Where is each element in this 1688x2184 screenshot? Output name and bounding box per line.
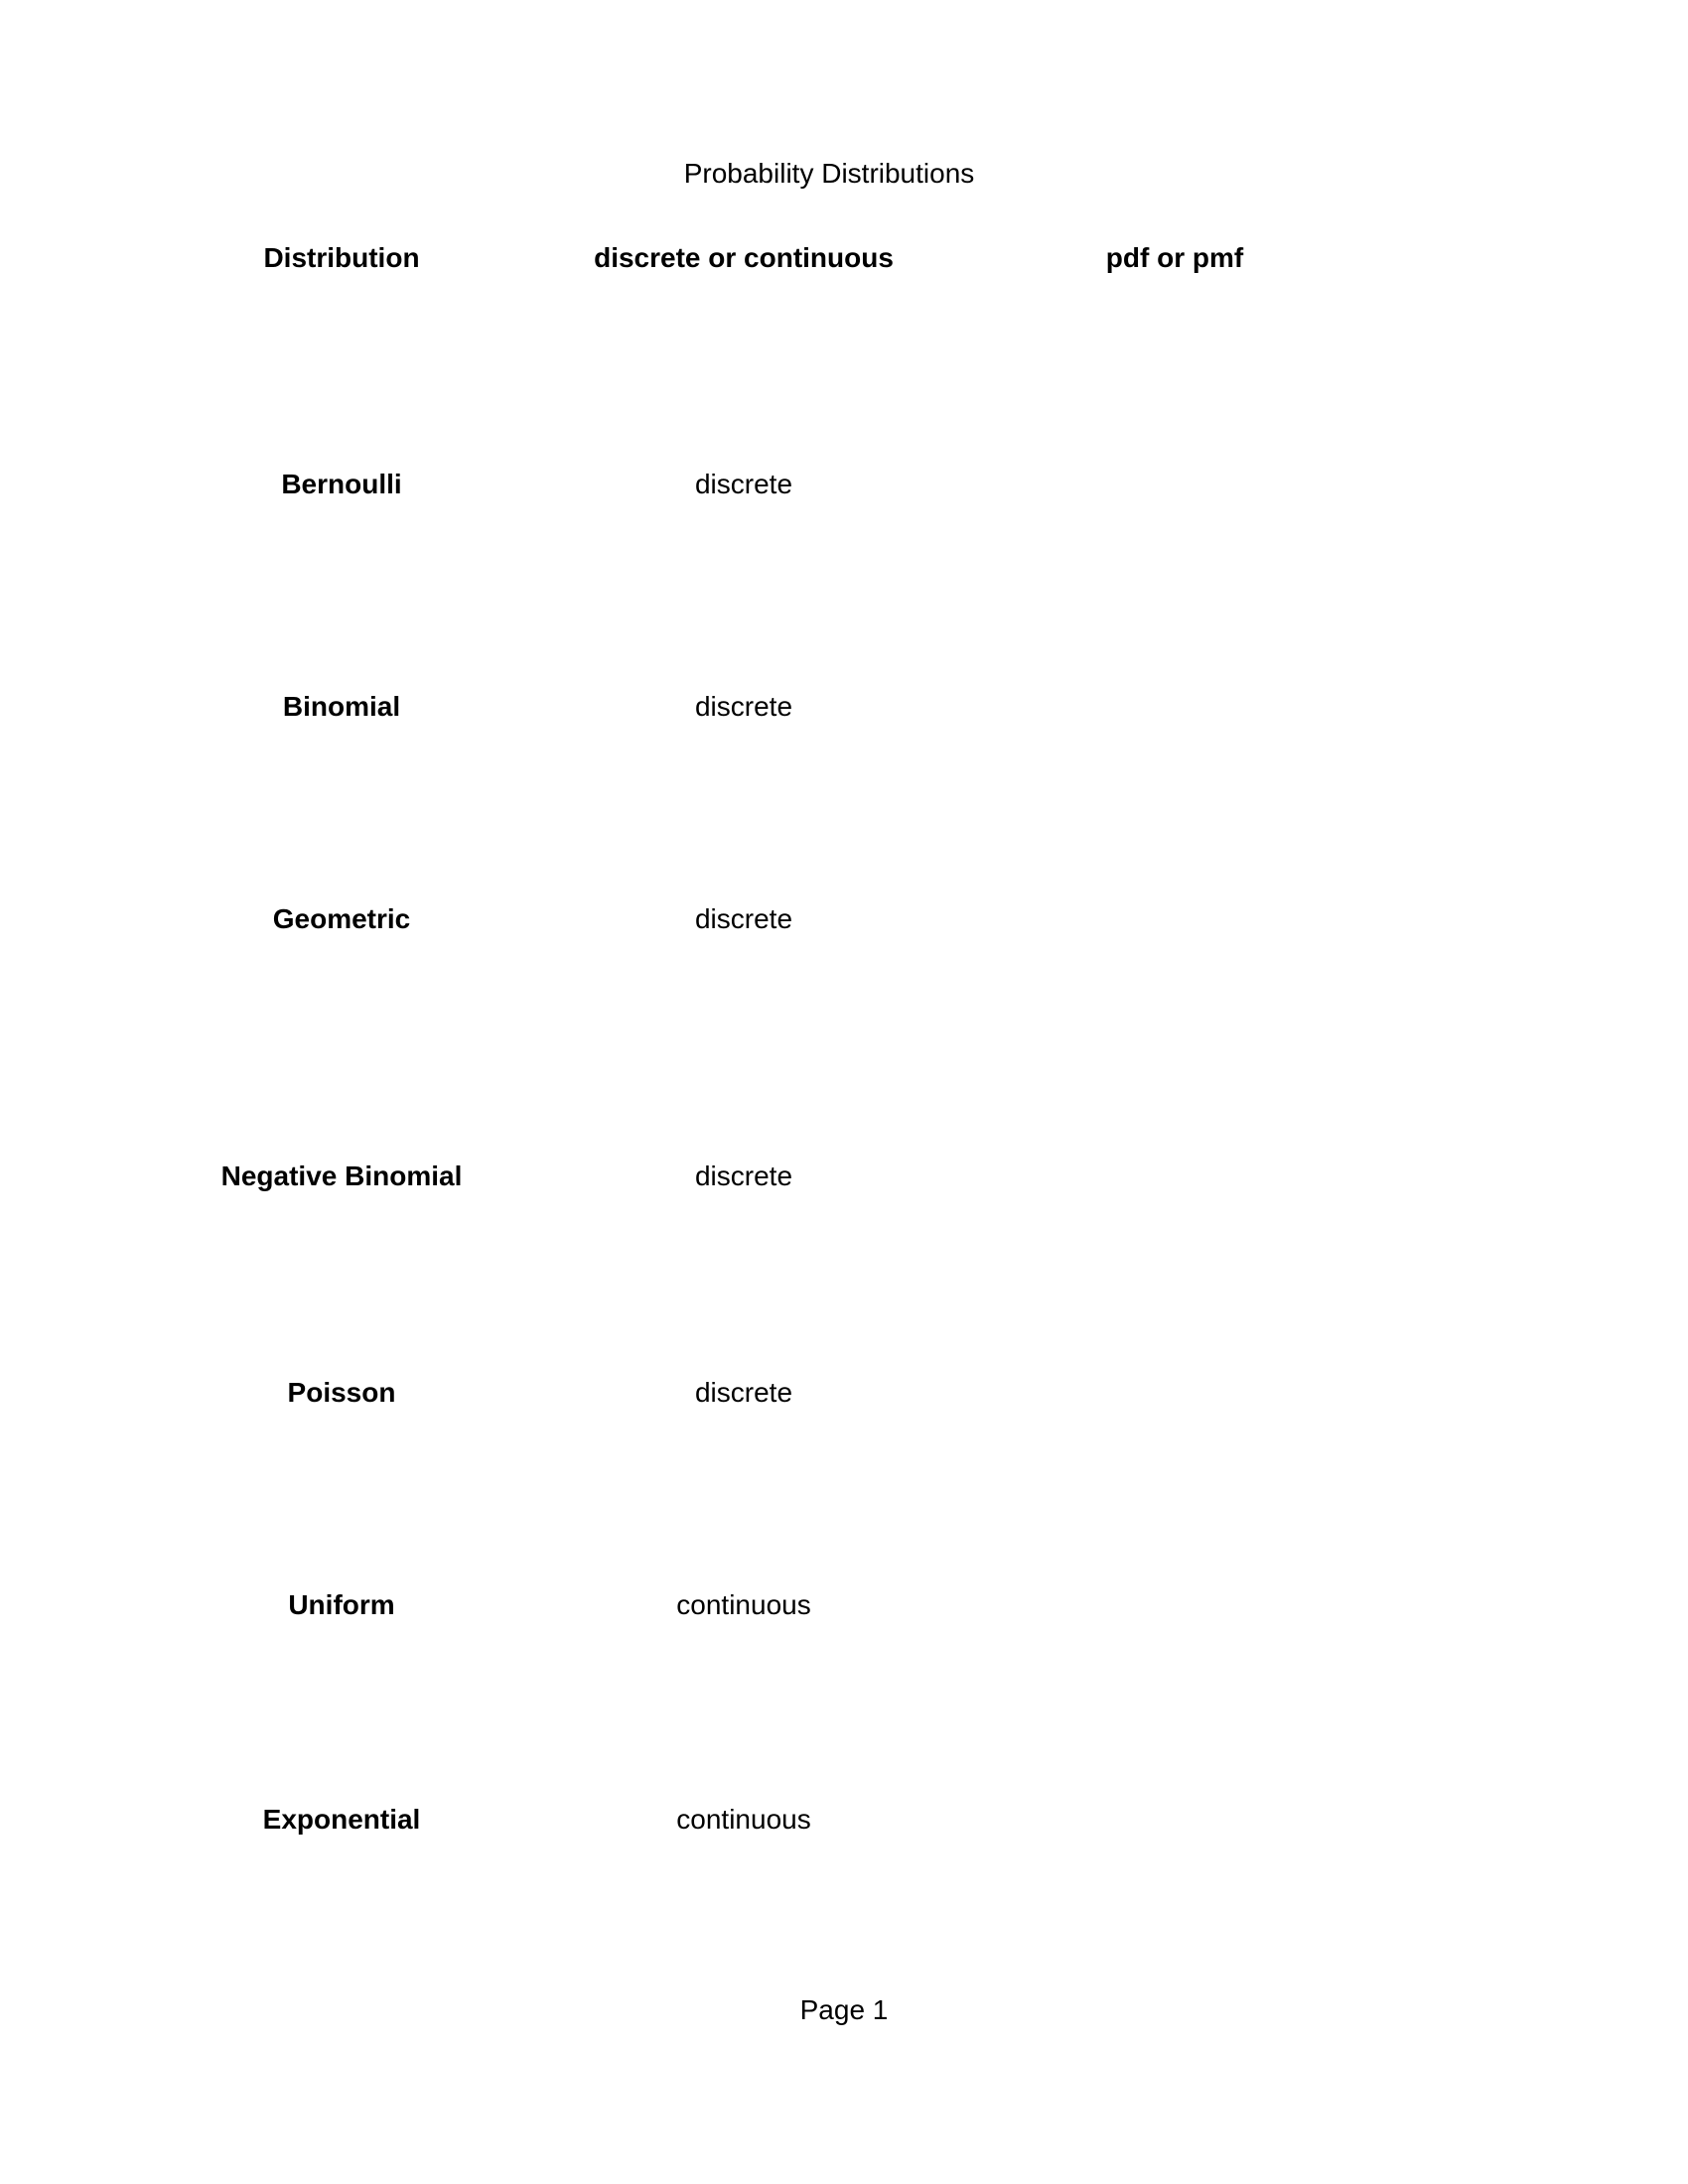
row-type: discrete (694, 1377, 793, 1408)
row-type: discrete (694, 469, 793, 499)
row-type: continuous (676, 1589, 811, 1620)
row-name: Binomial (282, 691, 401, 722)
header-pdf: pdf or pmf (1105, 242, 1244, 273)
row-type: continuous (676, 1804, 811, 1835)
row-name: Geometric (272, 903, 411, 934)
page-number: Page 1 (799, 1994, 889, 2025)
row-type: discrete (694, 691, 793, 722)
header-distribution: Distribution (263, 242, 420, 273)
row-name: Uniform (288, 1589, 395, 1620)
row-name: Bernoulli (281, 469, 402, 499)
row-type: discrete (694, 903, 793, 934)
page-title: Probability Distributions (683, 158, 975, 189)
row-name: Negative Binomial (220, 1160, 463, 1191)
header-type: discrete or continuous (594, 242, 894, 273)
row-type: discrete (694, 1160, 793, 1191)
row-name: Poisson (287, 1377, 396, 1408)
row-name: Exponential (262, 1804, 421, 1835)
